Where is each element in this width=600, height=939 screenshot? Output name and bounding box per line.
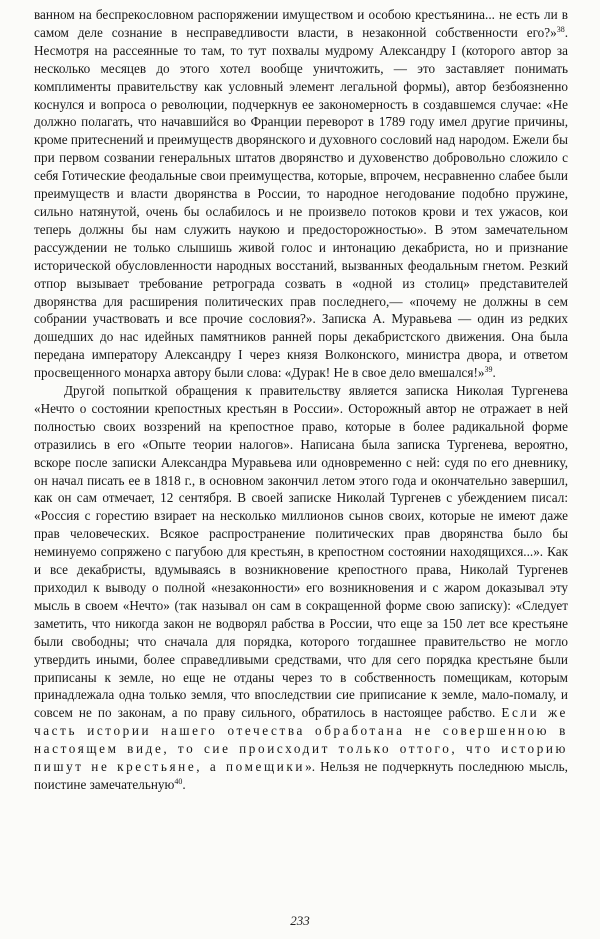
- paragraph-2-text-final: .: [182, 776, 186, 792]
- paragraph-2-spaced-emphasis: Если же часть истории нашего отечества обработана не совершенною в настоящем виде, то сие происходит только оттого, что историю пишут не крестьяне, а помещики: [34, 705, 569, 775]
- paragraph-1-text-b: . Несмотря на рассеянные то там, то тут похвалы мудрому Александру I (которого автор за несколько месяцев до этого хотел вообще уничтожить, — это заставляет понимать комплименты правительству как условный элемент легальной формы), автор безбоязненно коснулся и вопроса о революции, подчеркнув ее закономерность в создавшемся случае: «Не должно полагать, что начавшийся во Франции переворот в 1789 году имел другие причины, кроме притеснений и преимуществ дворянского и духовного сословий над народом. Ежели бы при первом созвании генеральных штатов дворянство и духовенство добровольно сложило с себя Готические феодальные свои преимущества, которые, впрочем, несравненно слабее были преимуществ и власти дворянства в России, то народное негодование подобно пружине, сильно натянутой, очень бы ослабилось и не произвело потоков крови и тех ужасов, кои теперь должны бы нам служить наукою и предосторожностью». В этом замечательном рассуждении не только слышишь живой голос и интонацию декабриста, но и признание исторической обусловленности народных восстаний, вызванных феодальным гнетом. Резкий отпор вызывает требование ретрограда созвать в «одной из столиц» представителей дворянства для расширения политических прав последнего,— «почему не должны в сем собрании участвовать и все прочие сословия?». Записка А. Муравьева — один из редких дошедших до нас идейных памятников ранней поры декабристского движения. Она была передана императору Александру I через князя Волконского, министра двора, и ответом просвещенного монарха автору были слова: «Дурак! Не в свое дело вмешался!»: [34, 24, 568, 381]
- page-number: 233: [290, 913, 310, 928]
- paragraph-2: [34, 382, 568, 794]
- footnote-ref-40: 40: [174, 776, 183, 786]
- paragraph-1-text-a: ванном на беспрекословном распоряжении имуществом и особою крестьянина... не есть ли в самом деле сознание в несправедливости власти, в незаконной собственности его?»: [34, 7, 568, 40]
- paragraph-1-text-c: .: [492, 365, 496, 381]
- footnote-ref-39: 39: [484, 365, 493, 375]
- body-text: [34, 6, 568, 794]
- footnote-ref-38: 38: [556, 24, 565, 34]
- paragraph-2-text-end: ». Нельзя не подчеркнуть последнюю мысль, поистине замечательную: [34, 759, 568, 792]
- paragraph-1: [34, 6, 568, 382]
- paragraph-2-text-main: Другой попыткой обращения к правительству является записка Николая Тургенева «Нечто о состоянии крепостных крестьян в России». Осторожный автор не отражает в ней полностью своих воззрений на крепостное право, которые в более радикальной форме отразились в его «Опыте теории налогов». Написана была записка Тургенева, вероятно, вскоре после записки Александра Муравьева или одновременно с ней: судя по его дневнику, он начал писать ее в 1818 г., в основном закончил летом этого года и окончательно завершил, как он сам отмечает, 12 сентября. В своей записке Николай Тургенев с убеждением писал: «Россия с горестию взирает на несколько миллионов сынов своих, которые не имеют даже прав человеческих. Всякое распространение политических прав дворянства было бы неминуемо сопряжено с пагубою для крестьян, в крепостном состоянии находящихся...». Как и все декабристы, вдумываясь в возникновение крепостного права, Николай Тургенев приходил к выводу о полной «незаконности» его возникновения и с жаром доказывал эту мысль в своем «Нечто» (так называл он сам в сокращенной форме свою записку): «Следует заметить, что никогда закон не водворял рабства в России, что еще за 150 лет все крестьяне были свободны; что сначала для порядка, которого тогдашнее правительство не могло утвердить иными, более справедливыми средствами, что для сего порядка крестьяне были приписаны к земле, но еще не отданы через то в собственность помещикам, которым принадлежала одна только земля, что впоследствии сие приписание к земле, мало-помалу, и совсем не по законам, а по праву сильного, обратилось в настоящее рабство.: [34, 383, 568, 721]
